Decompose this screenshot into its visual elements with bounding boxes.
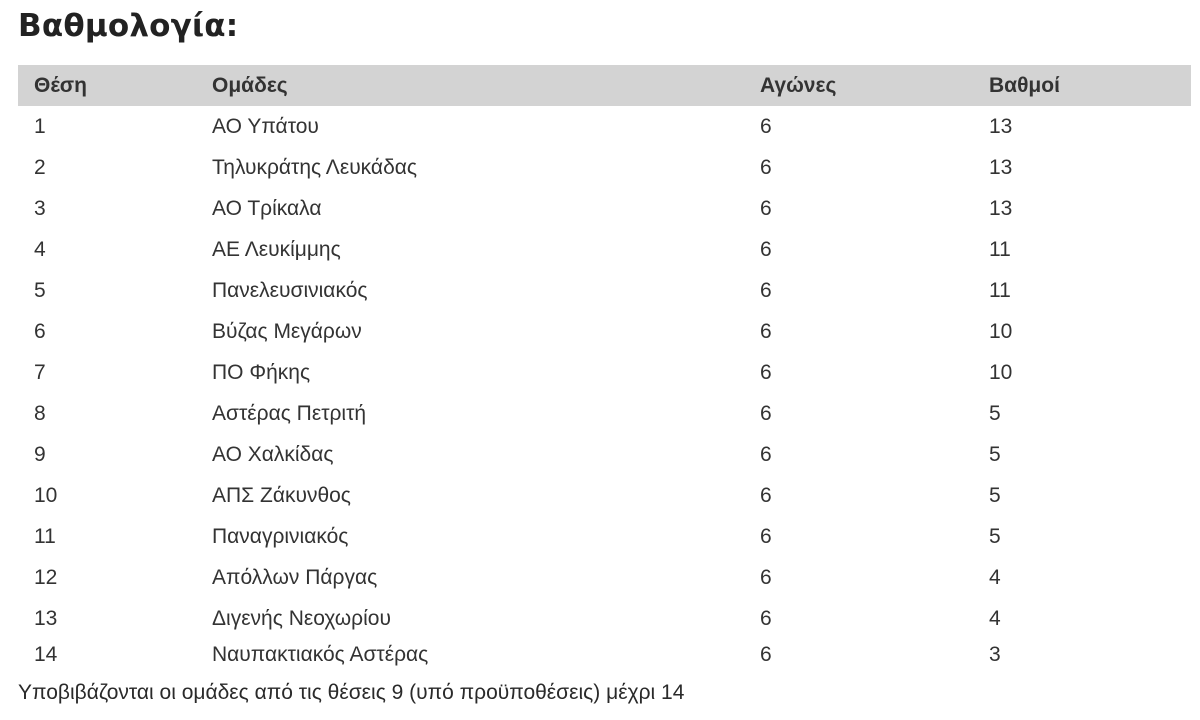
table-row [18, 598, 1191, 639]
position-cell: 7 [34, 360, 46, 384]
points-cell: 4 [989, 565, 1001, 589]
standings-table [18, 65, 1191, 675]
position-cell: 9 [34, 442, 46, 466]
table-row [18, 106, 1191, 147]
team-name-cell: Βύζας Μεγάρων [212, 319, 362, 343]
table-row [18, 393, 1191, 434]
table-header-row [18, 65, 1191, 106]
games-played-cell: 6 [760, 524, 772, 548]
points-cell: 13 [989, 114, 1013, 138]
points-cell: 11 [989, 237, 1011, 261]
games-played-cell: 6 [760, 114, 772, 138]
games-played-cell: 6 [760, 565, 772, 589]
team-name-cell: ΑΟ Υπάτου [212, 114, 319, 138]
points-cell: 5 [989, 401, 1001, 425]
team-name-cell: Πανελευσινιακός [212, 278, 368, 302]
table-row [18, 352, 1191, 393]
position-cell: 10 [34, 483, 58, 507]
team-name-cell: Ναυπακτιακός Αστέρας [212, 643, 429, 666]
points-cell: 13 [989, 196, 1013, 220]
table-row [18, 434, 1191, 475]
column-header-points: Βαθμοί [989, 73, 1060, 97]
position-cell: 8 [34, 401, 46, 425]
table-row [18, 147, 1191, 188]
team-name-cell: ΠΟ Φήκης [212, 360, 311, 384]
team-name-cell: Απόλλων Πάργας [212, 565, 378, 589]
column-header-games: Αγώνες [760, 73, 837, 97]
position-cell: 4 [34, 237, 46, 261]
position-cell: 13 [34, 606, 58, 630]
position-cell: 12 [34, 565, 58, 589]
table-row [18, 475, 1191, 516]
points-cell: 5 [989, 524, 1001, 548]
points-cell: 5 [989, 442, 1001, 466]
position-cell: 6 [34, 319, 46, 343]
position-cell: 1 [34, 114, 46, 138]
position-cell: 14 [34, 643, 58, 666]
table-row [18, 516, 1191, 557]
games-played-cell: 6 [760, 606, 772, 630]
position-cell: 5 [34, 278, 46, 302]
table-row [18, 229, 1191, 270]
games-played-cell: 6 [760, 155, 772, 179]
table-row [18, 311, 1191, 352]
table-header [18, 65, 1191, 106]
points-cell: 4 [989, 606, 1001, 630]
table-row [18, 188, 1191, 229]
games-played-cell: 6 [760, 442, 772, 466]
table-body [18, 106, 1191, 675]
column-header-position: Θέση [34, 73, 88, 97]
games-played-cell: 6 [760, 360, 772, 384]
position-cell: 2 [34, 155, 46, 179]
position-cell: 11 [34, 524, 56, 548]
points-cell: 11 [989, 278, 1011, 302]
team-name-cell: Διγενής Νεοχωρίου [212, 606, 391, 630]
column-header-team: Ομάδες [212, 73, 288, 97]
games-played-cell: 6 [760, 483, 772, 507]
games-played-cell: 6 [760, 278, 772, 302]
games-played-cell: 6 [760, 319, 772, 343]
team-name-cell: ΑΟ Χαλκίδας [212, 442, 334, 466]
points-cell: 5 [989, 483, 1001, 507]
team-name-cell: Παναγρινιακός [212, 524, 349, 548]
team-name-cell: Τηλυκράτης Λευκάδας [212, 155, 418, 179]
games-played-cell: 6 [760, 237, 772, 261]
games-played-cell: 6 [760, 401, 772, 425]
relegation-note: Υποβιβάζονται οι ομάδες από τις θέσεις 9 (υπό προϋποθέσεις) μέχρι 14 [18, 681, 685, 704]
games-played-cell: 6 [760, 196, 772, 220]
points-cell: 3 [989, 643, 1001, 666]
table-row [18, 270, 1191, 311]
table-row [18, 557, 1191, 598]
team-name-cell: Αστέρας Πετριτή [212, 401, 367, 425]
position-cell: 3 [34, 196, 46, 220]
team-name-cell: ΑΟ Τρίκαλα [212, 196, 322, 220]
points-cell: 13 [989, 155, 1013, 179]
team-name-cell: ΑΠΣ Ζάκυνθος [212, 483, 351, 507]
page-title: Βαθμολογία: [18, 8, 239, 44]
table-row [18, 639, 1191, 675]
games-played-cell: 6 [760, 643, 772, 666]
points-cell: 10 [989, 360, 1013, 384]
points-cell: 10 [989, 319, 1013, 343]
team-name-cell: ΑΕ Λευκίμμης [212, 237, 341, 261]
